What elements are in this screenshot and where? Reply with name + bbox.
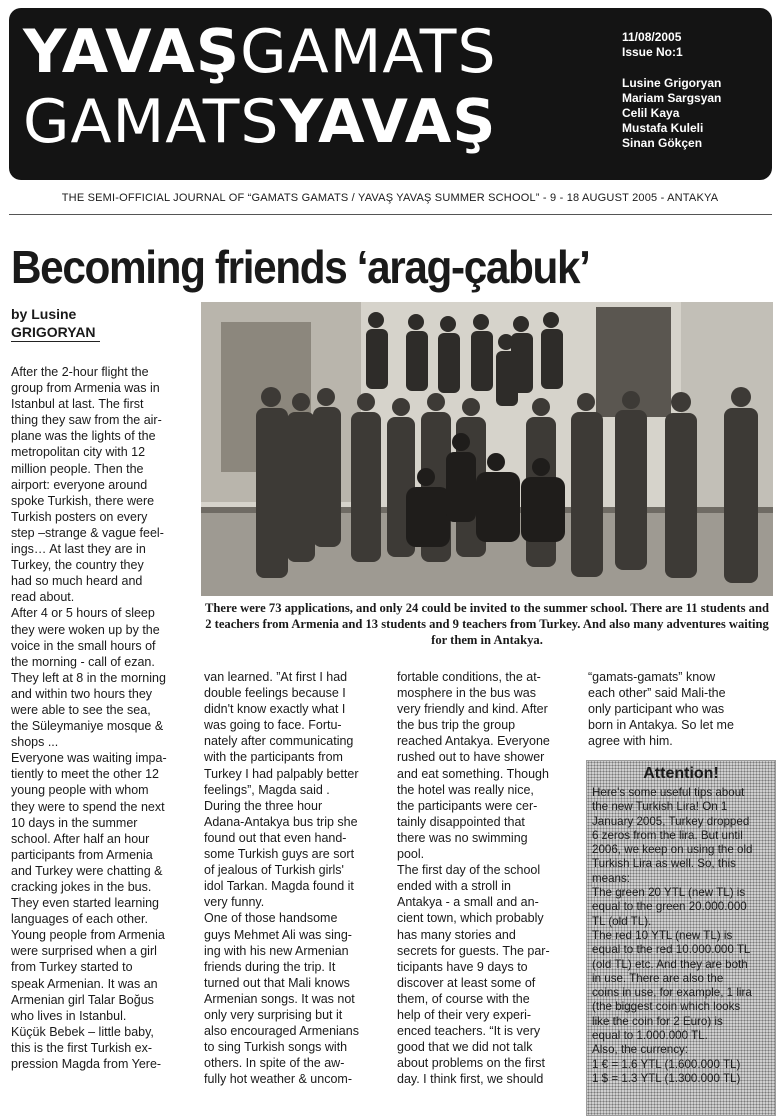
article-column-2: van learned. ”At first I had double feelings because I didn't know exactly what I was going to face. Fortu- nately after communicating with the participants from Turkey I had palpably better feelings”, Magda said . During the three hour Adana-Antakya bus trip she found out that even hand- some Turkish guys are sort of jealous of Turkish girls' idol Tarkan. Magda found it very funny. One of those handsome guys Mehmet Ali was sing- ing with his new Armenian friends during the trip. It turned out that Mali knows Armenian songs. It was not only very surprising but it also encouraged Armenians to sing Turkish songs with others. In spite of the aw- fully hot weather & uncom- (204, 670, 359, 1087)
journal-subtitle: THE SEMI-OFFICIAL JOURNAL OF “GAMATS GAMATS / YAVAŞ YAVAŞ SUMMER SCHOOL” - 9 - 18 AUGUST 2005 - ANTAKYA (61, 192, 719, 204)
byline-author: GRIGORYAN (11, 323, 100, 342)
group-photo (201, 302, 773, 596)
issue-info (622, 30, 721, 151)
byline-prefix: by Lusine (11, 306, 77, 322)
editor-name: Celil Kaya (622, 106, 680, 120)
editor-list (622, 76, 721, 151)
editor-name: Sinan Gökçen (622, 136, 703, 150)
masthead-title-line-1: YAVAŞGAMATS (23, 17, 497, 87)
editor-name: Lusine Grigoryan (622, 76, 722, 90)
issue-date: 11/08/2005 (622, 30, 682, 44)
editor-name: Mustafa Kuleli (622, 121, 704, 135)
group-photo-illustration (201, 302, 773, 596)
article-column-1: After the 2-hour flight the group from Armenia was in Istanbul at last. The first thing they saw from the air- plane was the lights of the metropolitan city with 12 million people. Then the airport: everyone around spoke Turkish, there were Turkish posters on every step –strange & vague feel- ings… At last they are in Turkey, the country they had so much heard and read about. After 4 or 5 hours of sleep they were woken up by the voice in the small hours of the morning - call of ezan. They left at 8 in the morning and within two hours they were able to see the sea, the Süleymaniye mosque & shops ... Everyone was waiting impa- tiently to meet the other 12 young people with whom they were to spend the next 10 days in the summer school. After half an hour participants from Armenia and Turkey were chatting & cracking jokes in the bus. They even started learning languages of each other. Young people from Armenia were surprised when a girl from Turkey started to speak Armenian. It was an Armenian girl Talar Boğus who lives in Istanbul. Küçük Bebek – little baby, this is the first Turkish ex- pression Magda from Yere- (11, 365, 167, 1072)
article-column-4: “gamats-gamats” know each other” said Mali-the only participant who was born in Antakya. So let me agree with him. (588, 670, 734, 749)
photo-caption: There were 73 applications, and only 24 could be invited to the summer school. There are 11 students and 2 teachers from Armenia and 13 students and 9 teachers from Turkey. And also many adventures waiting for them in Antakya. (205, 601, 769, 647)
attention-title: Attention! (643, 765, 719, 782)
editor-name: Mariam Sargsyan (622, 91, 722, 105)
article-column-3: fortable conditions, the at- mosphere in the bus was very friendly and kind. After the bus trip the group reached Antakya. Everyone rushed out to have shower and eat something. Though the hotel was really nice, the participants were cer- tainly disappointed that there was no swimming pool. The first day of the school ended with a stroll in Antakya - a small and an- cient town, which probably has many stories and secrets for guests. The par- ticipants have 9 days to discover at least some of them, of course with the help of their very experi- enced teachers. “It is very good that we did not talk about problems on the first day. I think first, we should (397, 670, 550, 1087)
issue-number: Issue No:1 (622, 45, 683, 59)
divider (9, 214, 772, 215)
masthead (9, 8, 772, 180)
article-headline: Becoming friends ‘arag-çabuk’ (11, 241, 590, 293)
masthead-title-line-2: GAMATSYAVAŞ (23, 87, 497, 157)
attention-text: Here's some useful tips about the new Turkish Lira! On 1 January 2005, Turkey dropped 6 zeros from the lira. But until 2006, we keep on using the old Turkish Lira as well. So, this means: The green 20 YTL (new TL) is equal to the green 20.000.000 TL (old TL). The red 10 YTL (new TL) is equal to the red 10.000.000 TL (old TL) etc. And they are both in use. There are also the coins in use, for example, 1 lira (the biggest coin which looks like the coin for 2 Euro) is equal to 1.000.000 TL. Also, the currency: 1 € = 1.6 YTL (1.600.000 TL) 1 $ = 1.3 YTL (1.300.000 TL) (592, 786, 753, 1085)
byline (11, 305, 100, 342)
attention-box (586, 760, 776, 1116)
